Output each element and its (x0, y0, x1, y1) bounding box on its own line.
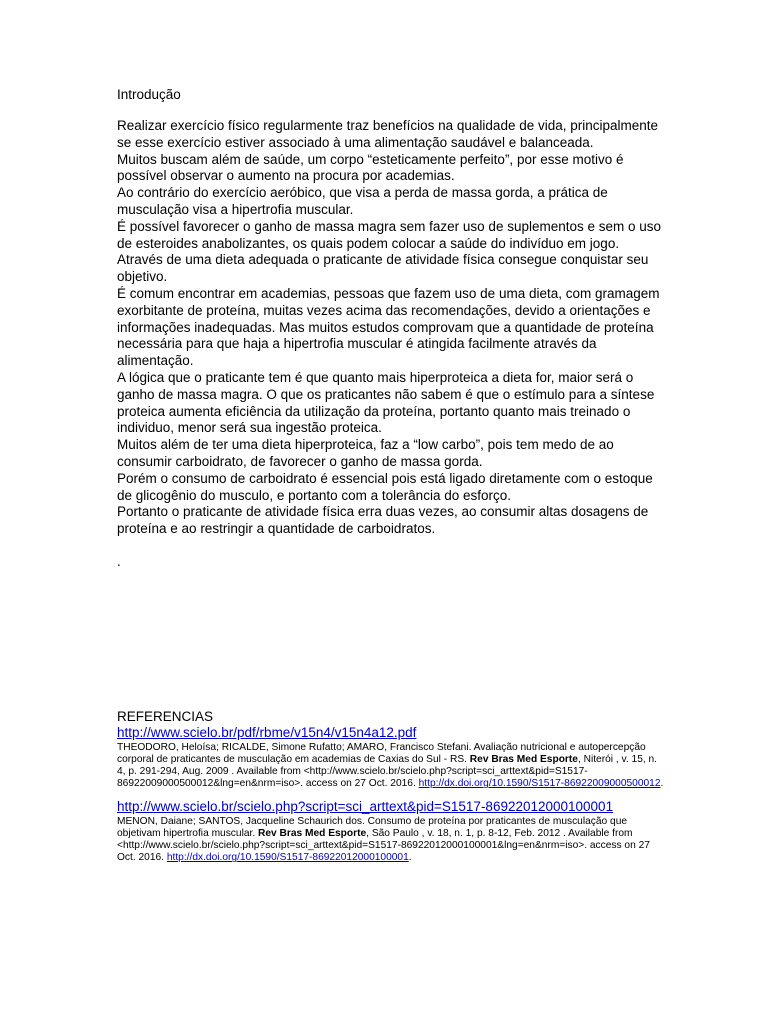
paragraph: Porém o consumo de carboidrato é essencial pois está ligado diretamente com o estoque de glicogênio do musculo, e portanto com a tolerância do esforço. (117, 470, 653, 503)
reference-end: . (408, 852, 412, 864)
reference-citation (117, 816, 665, 865)
paragraph: Portanto o praticante de atividade física erra duas vezes, ao consumir altas dosagens de proteína e ao restringir a quantidade de carboidratos. (117, 504, 649, 537)
paragraph: Através de uma dieta adequada o praticante de atividade física consegue conquistar seu objetivo. (117, 252, 649, 285)
paragraph: É possível favorecer o ganho de massa magra sem fazer uso de suplementos e sem o uso de esteroides anabolizantes, os quais podem colocar a saúde do indivíduo em jogo. (117, 218, 662, 251)
document-body (117, 86, 665, 583)
reference-journal: Rev Bras Med Esporte (469, 753, 578, 765)
paragraph: A lógica que o praticante tem é que quanto mais hiperproteica a dieta for, maior será o ganho de massa magra. O que os praticantes não sabem é que o estímulo para a síntese proteica aumenta eficiência da utilização da proteína, portanto quanto mais treinado o individuo, menor será sua ingestão proteica. (117, 369, 655, 436)
references-section (117, 708, 665, 865)
reference-url-link[interactable]: http://www.scielo.br/scielo.php?script=sci_arttext&pid=S1517-86922012000100001 (117, 799, 614, 815)
paragraph: Ao contrário do exercício aeróbico, que visa a perda de massa gorda, a prática de musculação visa a hipertrofia muscular. (117, 185, 608, 217)
reference-journal: Rev Bras Med Esporte (258, 828, 367, 840)
reference-authors: THEODORO, Heloísa; RICALDE, Simone Rufatto; AMARO, Francisco Stefani. Avaliação nutricional e autopercepção corporal de praticantes de musculação em academias de Caxias do Sul - RS. (117, 741, 646, 765)
paragraph: Muitos além de ter uma dieta hiperproteica, faz a “low carbo”, pois tem medo de ao consumir carboidrato, de favorecer o ganho de massa gorda. (117, 437, 614, 469)
reference-doi-link[interactable]: http://dx.doi.org/10.1590/S1517-86922012000100001 (166, 852, 409, 864)
paragraph: Muitos buscam além de saúde, um corpo “esteticamente perfeito”, por esse motivo é possível observar o aumento na procura por academias. (117, 151, 624, 184)
reference-doi-link[interactable]: http://dx.doi.org/10.1590/S1517-86922009000500012 (418, 778, 661, 790)
reference-entry (117, 799, 665, 864)
document-title: Introdução (117, 87, 181, 102)
reference-end: . (660, 778, 664, 790)
reference-details: , São Paulo , v. 18, n. 1, p. 8-12, Feb. 2012 . Available from <http://www.scielo.br/scielo.php?script=sci_arttext&pid=S1517-86922012000100001&lng=en&nrm=iso>. access on 27 Oct. 2016. (117, 828, 650, 864)
reference-authors: MENON, Daiane; SANTOS, Jacqueline Schaurich dos. Consumo de proteína por praticantes de musculação que objetivam hipertrofia muscular. (117, 815, 628, 840)
paragraph: Realizar exercício físico regularmente traz benefícios na qualidade de vida, principalmente se esse exercício estiver associado à uma alimentação saudável e balanceada. (117, 118, 659, 150)
body-text (117, 118, 665, 538)
references-heading: REFERENCIAS (117, 709, 214, 724)
reference-citation (117, 742, 665, 791)
reference-details: , Niterói , v. 15, n. 4, p. 291-294, Aug. 2009 . Available from <http://www.scielo.br/scielo.php?script=sci_arttext&pid=S1517-86922009000500012&lng=en&nrm=iso>. access on 27 Oct. 2016. (117, 753, 658, 790)
reference-entry (117, 725, 665, 790)
trailing-mark: . (117, 553, 121, 569)
paragraph: É comum encontrar em academias, pessoas que fazem uso de uma dieta, com gramagem exorbitante de proteína, muitas vezes acima das recomendações, devido a orientações e informações inadequadas. Mas muitos estudos comprovam que a quantidade de proteína necessária para que haja a hipertrofia muscular é atingida facilmente através da alimentação. (117, 285, 660, 369)
reference-url-link[interactable]: http://www.scielo.br/pdf/rbme/v15n4/v15n4a12.pdf (117, 725, 417, 740)
